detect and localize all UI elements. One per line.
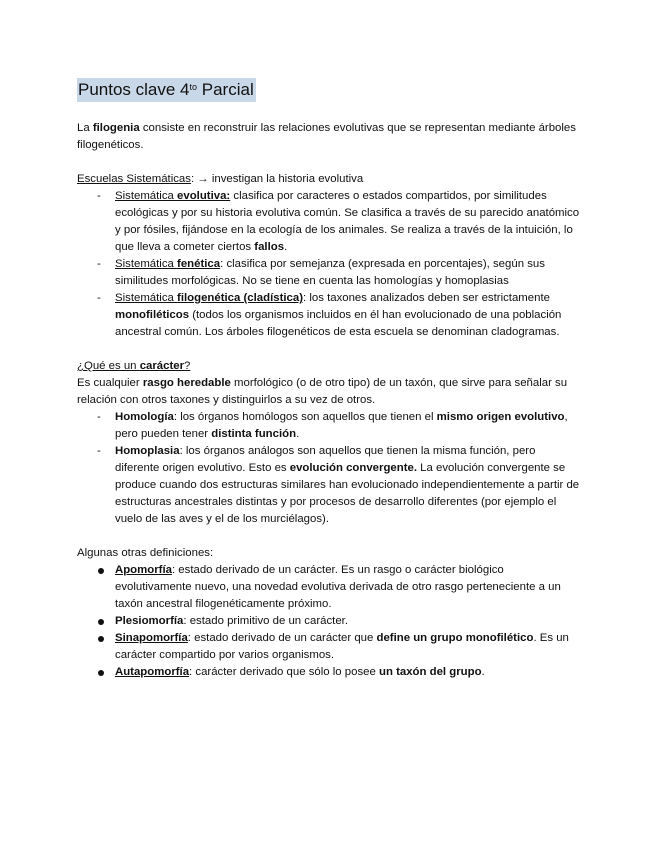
caracter-definition: Es cualquier rasgo heredable morfológico (o de otro tipo) de un taxón, que sirve para señalar su relación con otros taxones y distinguirlos a su vez de otros. <box>77 377 568 406</box>
bullet-dot <box>98 670 104 676</box>
dash-bullet: - <box>97 258 101 270</box>
bullet-dot <box>98 636 104 642</box>
dash-bullet: - <box>97 445 101 457</box>
title-superscript: to <box>189 82 198 92</box>
caracter-item-homoplasia: Homoplasia: los órganos análogos son aquellos que tienen la misma función, pero diferente origen evolutivo. Esto es evolución convergente. La evolución convergente se produce cuando dos estructuras similares han evolucionado independientemente a partir de estructuras ancestrales distintas y por procesos de desarrollo diferentes (por ejemplo el vuelo de las aves y el de los murciélagos). <box>115 445 580 525</box>
escuela-item-filogenetica: Sistemática filogenética (cladística): los taxones analizados deben ser estrictamente monofiléticos (todos los organismos incluidos en él han evolucionado de una población ancestral común. Los árboles filogenéticos de esta escuela se denominan cladogramas. <box>115 292 562 338</box>
otras-item-plesiomorfia: Plesiomorfía: estado primitivo de un carácter. <box>115 615 348 627</box>
bullet-dot <box>98 619 104 625</box>
dash-bullet: - <box>97 190 101 202</box>
escuela-item-evolutiva: Sistemática evolutiva: clasifica por caracteres o estados compartidos, por similitudes ecológicas y por su historia evolutiva común. Se clasifica a través de su parecido anatómico y por fósiles, fijándose en la ecología de los animales. Se realiza a través de la intuición, lo que lleva a cometer ciertos fallos. <box>115 190 580 253</box>
page-title: Puntos clave $4^{to}$ Parcial <box>77 78 256 102</box>
otras-item-autapomorfia: Autapomorfía: carácter derivado que sólo lo posee un taxón del grupo. <box>115 666 485 678</box>
dash-bullet: - <box>97 292 101 304</box>
intro-paragraph: La filogenia consiste en reconstruir las relaciones evolutivas que se representan mediante árboles filogenéticos. <box>77 122 576 151</box>
otras-item-sinapomorfia: Sinapomorfía: estado derivado de un carácter que define un grupo monofilético. Es un carácter compartido por varios organismos. <box>115 632 569 661</box>
caracter-question: ¿Qué es un carácter? <box>77 360 191 372</box>
term-filogenia: filogenia <box>92 122 140 134</box>
bullet-dot <box>98 568 104 574</box>
dash-bullet: - <box>97 411 101 423</box>
otras-item-apomorfia: Apomorfía: estado derivado de un carácter. Es un rasgo o carácter biológico evolutivamente nuevo, una novedad evolutiva derivada de otro rasgo perteneciente a un taxón ancestral filogenéticamente próximo. <box>115 564 561 610</box>
escuelas-heading: Escuelas Sistemáticas: → investigan la historia evolutiva <box>77 173 364 185</box>
escuela-item-fenetica: Sistemática fenética: clasifica por semejanza (expresada en porcentajes), según sus similitudes morfológicas. No se tiene en cuenta las homologías y homoplasias <box>115 258 545 287</box>
otras-heading: Algunas otras definiciones: <box>77 547 214 559</box>
caracter-item-homologia: Homología: los órganos homólogos son aquellos que tienen el mismo origen evolutivo, pero pueden tener distinta función. <box>115 411 568 440</box>
